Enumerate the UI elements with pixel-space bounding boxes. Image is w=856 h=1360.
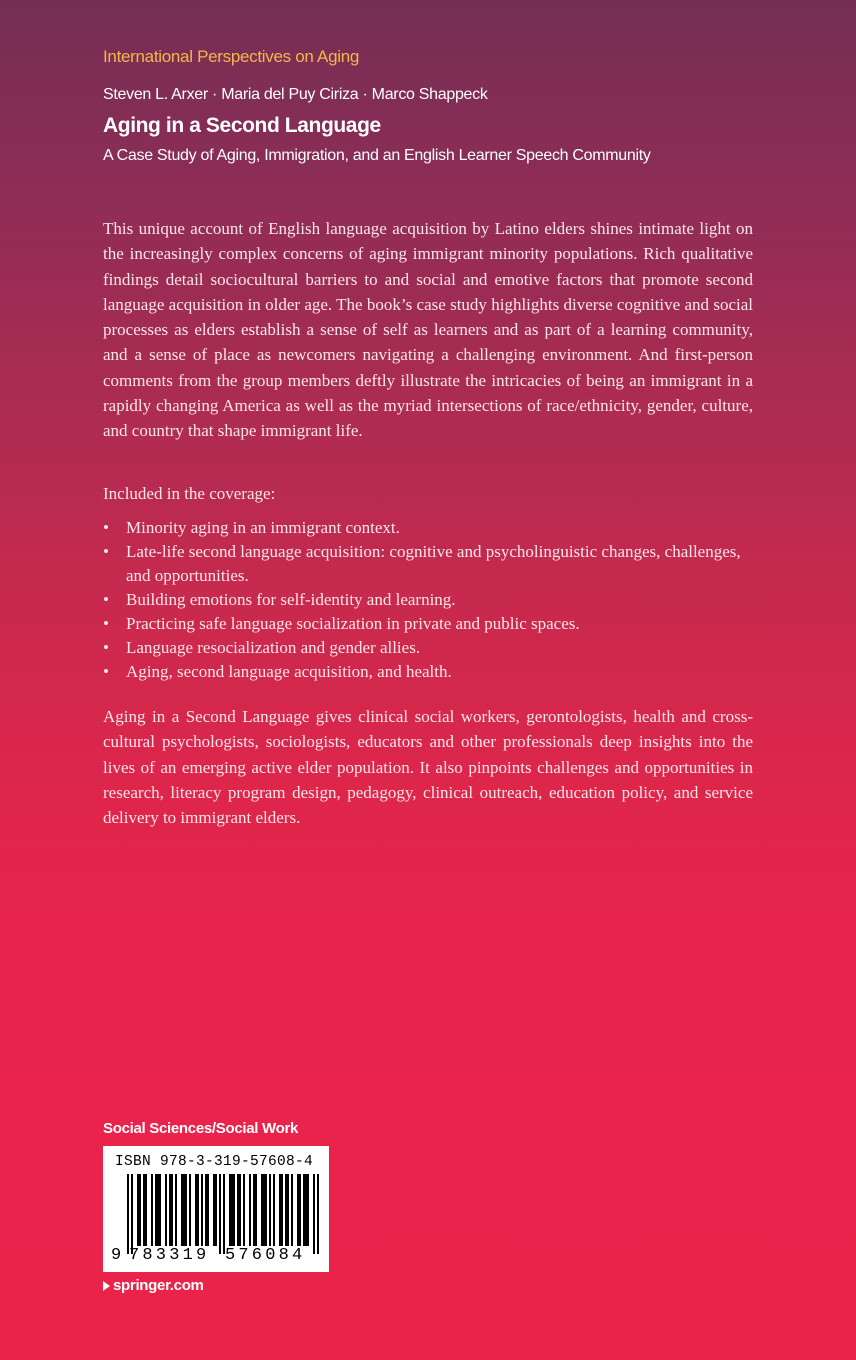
barcode-bar — [139, 1174, 141, 1246]
barcode-digits-left: 783319 — [129, 1246, 210, 1265]
barcode-bar — [131, 1174, 133, 1254]
barcode-bar — [273, 1174, 275, 1246]
series-name: International Perspectives on Aging — [103, 47, 360, 66]
coverage-item — [103, 636, 763, 660]
publisher-website[interactable] — [103, 1277, 204, 1294]
barcode-bar — [291, 1174, 293, 1246]
book-title: Aging in a Second Language — [103, 114, 381, 137]
barcode-bar — [229, 1174, 231, 1246]
coverage-item-text: Practicing safe language socialization in private and public spaces. — [126, 614, 580, 633]
barcode-bar — [195, 1174, 197, 1246]
bullet-icon: • — [103, 518, 109, 537]
barcode-bar — [127, 1174, 129, 1254]
description-paragraph: This unique account of English language acquisition by Latino elders shines intimate light on the increasingly complex concerns of aging immigrant minority populations. Rich qualitative findings detail sociocultural barriers to and social and emotive factors that promote second language acquisition in older age. The book’s case study highlights diverse cognitive and social processes as elders establish a sense of self as learners and as part of a learning community, and a sense of place as newcomers navigating a challenging environment. And first-person comments from the group members deftly illustrate the intricacies of being an immigrant in a rapidly changing America as well as the myriad intersections of race/ethnicity, gender, culture, and country that shape immigrant life. — [103, 219, 753, 441]
coverage-item — [103, 516, 763, 540]
bullet-icon: • — [103, 590, 109, 609]
coverage-item-text: Building emotions for self-identity and learning. — [126, 590, 456, 609]
barcode-bar — [205, 1174, 207, 1246]
barcode-bar — [137, 1174, 139, 1246]
coverage-item-text: Late-life second language acquisition: cognitive and psycholinguistic changes, challenges, and opportunities. — [126, 542, 741, 585]
barcode-bar — [215, 1174, 217, 1246]
coverage-intro: Included in the coverage: — [103, 484, 276, 503]
barcode-digits-right: 576084 — [225, 1246, 306, 1265]
barcode-bar — [263, 1174, 265, 1246]
barcode-bar — [237, 1174, 239, 1246]
barcode-bar — [219, 1174, 221, 1254]
barcode-bar — [143, 1174, 145, 1246]
barcode-bar — [243, 1174, 245, 1246]
barcode-bar — [171, 1174, 173, 1246]
barcode-bar — [255, 1174, 257, 1246]
barcode-bar — [261, 1174, 263, 1246]
website-label: springer.com — [113, 1277, 204, 1294]
author-list: Steven L. Arxer · Maria del Puy Ciriza · Marco Shappeck — [103, 86, 488, 103]
audience-paragraph: Aging in a Second Language gives clinical social workers, gerontologists, health and cross-cultural psychologists, sociologists, educators and other professionals deep insights into the lives of an emerging active elder population. It also pinpoints challenges and opportunities in research, literacy program design, pedagogy, clinical outreach, education policy, and service delivery to immigrant elders. — [103, 707, 753, 828]
barcode-bar — [287, 1174, 289, 1246]
bullet-icon: • — [103, 662, 109, 681]
barcode-bar — [155, 1174, 157, 1246]
coverage-list — [103, 516, 763, 684]
barcode-bar — [279, 1174, 281, 1246]
isbn-barcode — [103, 1146, 329, 1272]
barcode-bar — [253, 1174, 255, 1246]
barcode-bar — [189, 1174, 191, 1246]
barcode-bar — [303, 1174, 305, 1246]
coverage-item-text: Minority aging in an immigrant context. — [126, 518, 400, 537]
barcode-bar — [157, 1174, 159, 1246]
bullet-icon: • — [103, 638, 109, 657]
barcode-bar — [197, 1174, 199, 1246]
barcode-bar — [169, 1174, 171, 1246]
arrow-right-icon — [103, 1281, 110, 1291]
barcode-digit-first: 9 — [111, 1246, 122, 1265]
barcode-bar — [285, 1174, 287, 1246]
subject-category: Social Sciences/Social Work — [103, 1120, 299, 1137]
barcode-bar — [299, 1174, 301, 1246]
book-subtitle: A Case Study of Aging, Immigration, and an English Learner Speech Community — [103, 147, 651, 164]
coverage-item — [103, 612, 763, 636]
barcode-bar — [181, 1174, 183, 1246]
barcode-bar — [281, 1174, 283, 1246]
barcode-bar — [151, 1174, 153, 1246]
barcode-bar — [269, 1174, 271, 1246]
barcode-bar — [165, 1174, 167, 1246]
coverage-item — [103, 588, 763, 612]
barcode-bar — [317, 1174, 319, 1254]
barcode-bar — [201, 1174, 203, 1246]
barcode-bar — [207, 1174, 209, 1246]
isbn-number: ISBN 978-3-319-57608-4 — [115, 1154, 314, 1170]
barcode-bar — [159, 1174, 161, 1246]
barcode-bar — [305, 1174, 307, 1246]
barcode-bar — [265, 1174, 267, 1246]
barcode-bar — [231, 1174, 233, 1246]
barcode-bar — [185, 1174, 187, 1246]
coverage-item — [103, 540, 763, 588]
barcode-bar — [223, 1174, 225, 1254]
barcode-bar — [183, 1174, 185, 1246]
coverage-item-text: Aging, second language acquisition, and health. — [126, 662, 452, 681]
bullet-icon: • — [103, 614, 109, 633]
barcode-bar — [297, 1174, 299, 1246]
barcode-bar — [249, 1174, 251, 1246]
coverage-item-text: Language resocialization and gender allies. — [126, 638, 421, 657]
barcode-bar — [307, 1174, 309, 1246]
bullet-icon: • — [103, 542, 109, 561]
barcode-bar — [145, 1174, 147, 1246]
barcode-bar — [175, 1174, 177, 1246]
barcode-bar — [233, 1174, 235, 1246]
barcode-bar — [213, 1174, 215, 1246]
coverage-item — [103, 660, 763, 684]
barcode-bar — [239, 1174, 241, 1246]
barcode-bar — [313, 1174, 315, 1254]
